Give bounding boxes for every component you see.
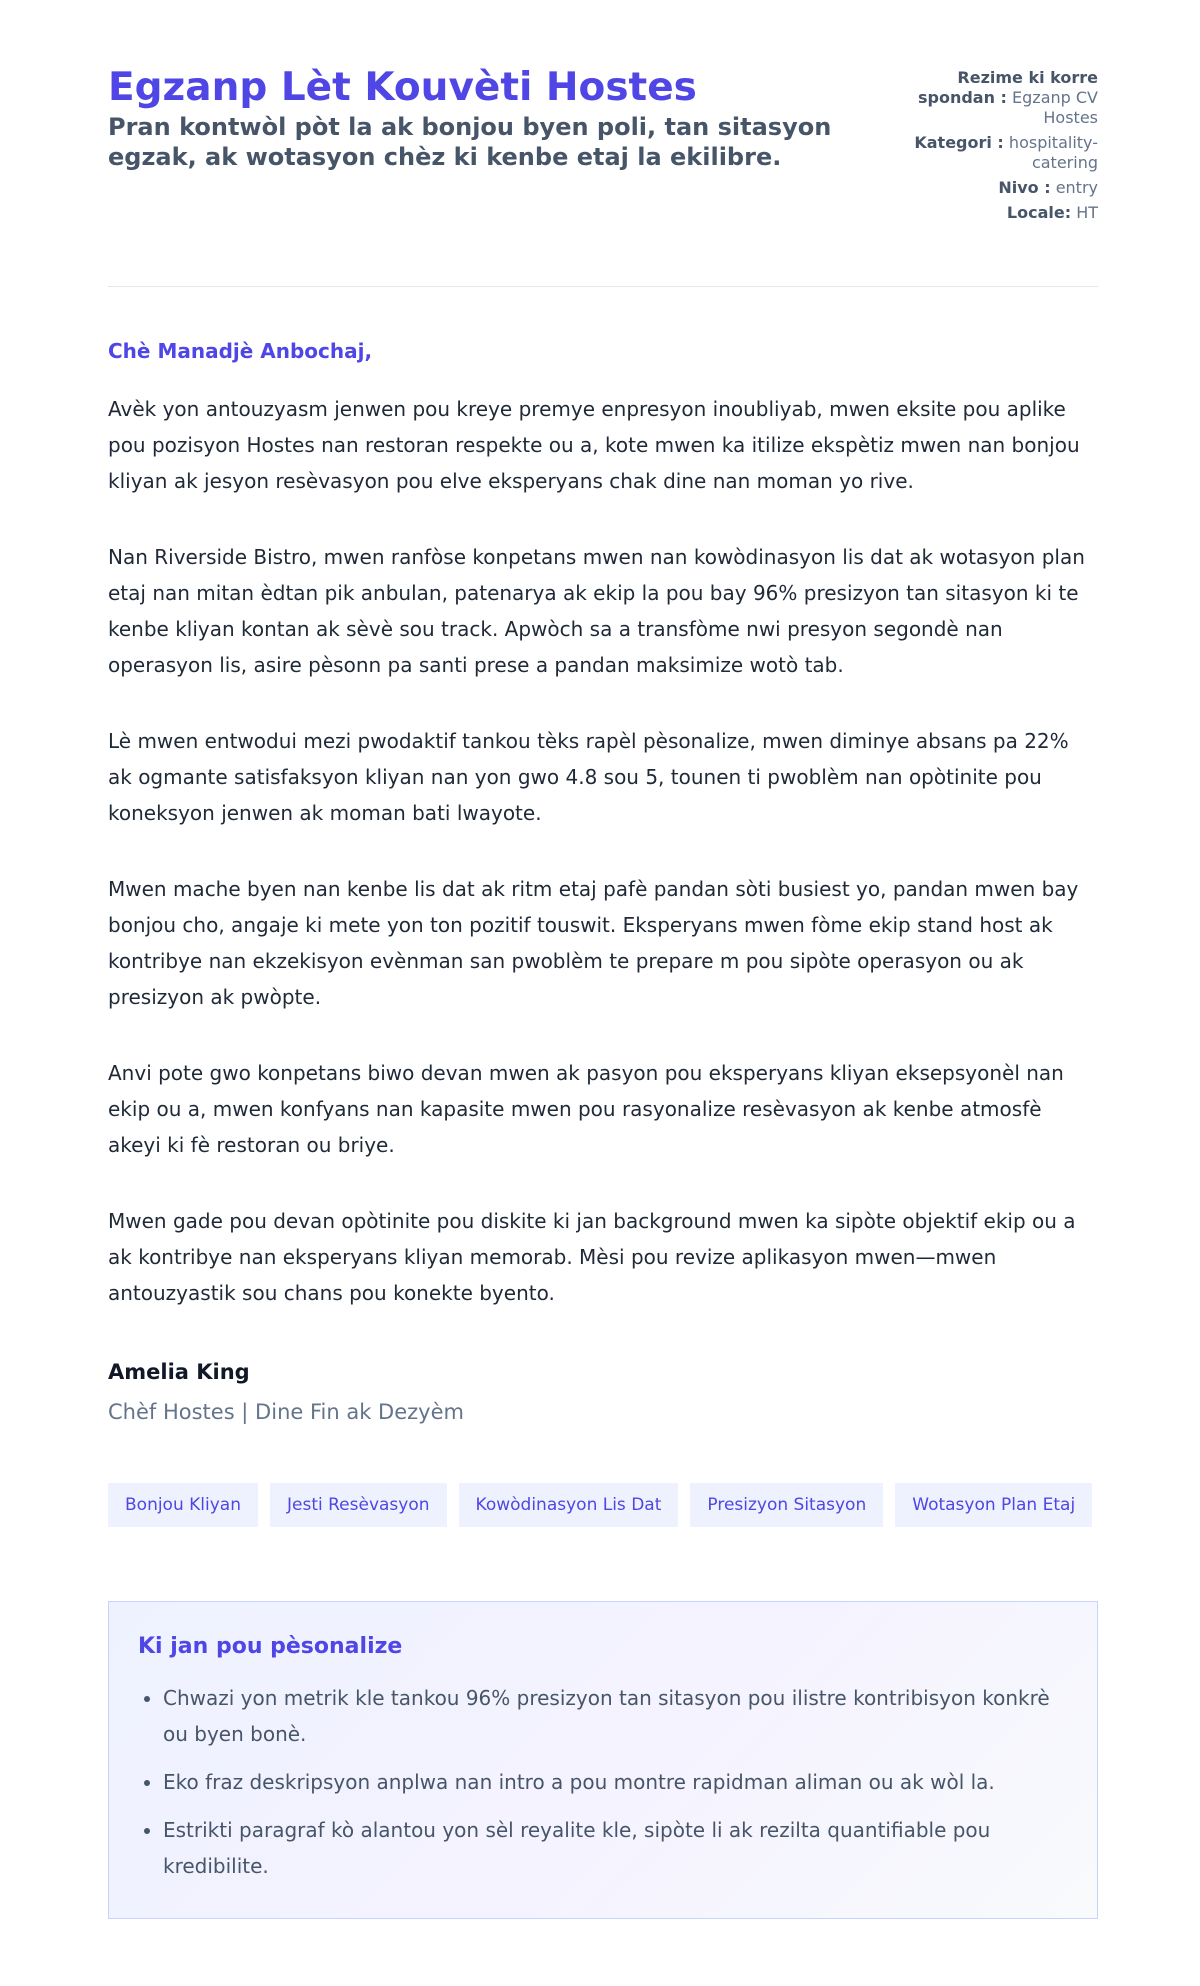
- page-title: Egzanp Lèt Kouvèti Hostes: [108, 65, 697, 110]
- letter-paragraph: Nan Riverside Bistro, mwen ranfòse konpetans mwen nan kowòdinasyon lis dat ak wotasyon plan etaj nan mitan èdtan pik anbulan, patenarya ak ekip la pou bay 96% presizyon tan sitasyon ki te kenbe kliyan kontan ak sèvè sou track. Apwòch sa a transfòme nwi presyon segondè nan operasyon lis, asire pèsonn pa santi prese a pandan maksimize wotò tab.: [108, 545, 1085, 677]
- letter-paragraph: Anvi pote gwo konpetans biwo devan mwen ak pasyon pou eksperyans kliyan eksepsyonèl nan ekip ou a, mwen konfyans nan kapasite mwen pou rasyonalize resèvasyon ak kenbe atmosfè akeyi ki fè restoran ou briye.: [108, 1061, 1064, 1157]
- tip-item: • Estrikti paragraf kò alantou yon sèl reyalite kle, sipòte li ak rezilta quantifiable pou kredibilite.: [163, 1812, 1068, 1884]
- skill-tag: Presizyon Sitasyon: [690, 1483, 883, 1527]
- signature-title: Chèf Hostes | Dine Fin ak Dezyèm: [108, 1400, 464, 1424]
- document-header: [108, 64, 1098, 287]
- meta-resume-label: Rezime ki korre spondan :: [917, 68, 1098, 107]
- tips-title: Ki jan pou pèsonalize: [138, 1634, 403, 1659]
- meta-resume: [898, 68, 1098, 128]
- salutation: Chè Manadjè Anbochaj,: [108, 339, 373, 363]
- skill-tag: Jesti Resèvasyon: [270, 1483, 447, 1527]
- signature-name: Amelia King: [108, 1360, 250, 1384]
- tip-item: • Chwazi yon metrik kle tankou 96% presizyon tan sitasyon pou ilistre kontribisyon konkrè ou byen bonè.: [163, 1680, 1068, 1752]
- tip-item: • Eko fraz deskripsyon anplwa nan intro a pou montre rapidman aliman ou ak wòl la.: [163, 1764, 1068, 1800]
- meta-category-label: Kategori :: [914, 133, 1004, 152]
- letter-body: [108, 391, 1098, 1311]
- letter-paragraph: Lè mwen entwodui mezi pwodaktif tankou tèks rapèl pèsonalize, mwen diminye absans pa 22% ak ogmante satisfaksyon kliyan nan yon gwo 4.8 sou 5, tounen ti pwoblèm nan opòtinite pou koneksyon jenwen ak moman bati lwayote.: [108, 729, 1069, 825]
- letter-paragraph: Mwen gade pou devan opòtinite pou diskite ki jan background mwen ka sipòte objektif ekip ou a ak kontribye nan eksperyans kliyan memorab. Mèsi pou revize aplikasyon mwen—mwen antouzyastik sou chans pou konekte byento.: [108, 1209, 1076, 1305]
- meta-category-value: hospitality-catering: [1008, 133, 1098, 172]
- customization-tips-box: [108, 1601, 1098, 1919]
- cover-letter-page: [108, 0, 1098, 1919]
- meta-level-value: entry: [1055, 178, 1098, 197]
- meta-locale-label: Locale:: [1006, 203, 1072, 222]
- title-block: [108, 64, 868, 172]
- letter-paragraph: Avèk yon antouzyasm jenwen pou kreye premye enpresyon inoubliyab, mwen eksite pou aplike pou pozisyon Hostes nan restoran respekte ou a, kote mwen ka itilize ekspètiz mwen nan bonjou kliyan ak jesyon resèvasyon pou elve eksperyans chak dine nan moman yo rive.: [108, 397, 1080, 493]
- meta-panel: [898, 68, 1098, 228]
- signature-block: [108, 1357, 1098, 1427]
- skill-tag: Wotasyon Plan Etaj: [895, 1483, 1092, 1527]
- tips-list: [138, 1680, 1068, 1884]
- meta-level-label: Nivo :: [998, 178, 1051, 197]
- meta-resume-value: Egzanp CV Hostes: [1012, 88, 1098, 127]
- meta-level: [898, 178, 1098, 198]
- meta-locale-value: HT: [1076, 203, 1098, 222]
- meta-locale: [898, 203, 1098, 223]
- letter-paragraph: Mwen mache byen nan kenbe lis dat ak ritm etaj pafè pandan sòti busiest yo, pandan mwen bay bonjou cho, angaje ki mete yon ton pozitif touswit. Eksperyans mwen fòme ekip stand host ak kontribye nan ekzekisyon evènman san pwoblèm te prepare m pou sipòte operasyon ou ak presizyon ak pwòpte.: [108, 877, 1079, 1009]
- skill-tag: Bonjou Kliyan: [108, 1483, 258, 1527]
- page-subtitle: Pran kontwòl pòt la ak bonjou byen poli, tan sitasyon egzak, ak wotasyon chèz ki kenbe etaj la ekilibre.: [108, 113, 832, 171]
- meta-category: [898, 133, 1098, 173]
- skill-tags: [108, 1483, 1098, 1527]
- skill-tag: Kowòdinasyon Lis Dat: [459, 1483, 679, 1527]
